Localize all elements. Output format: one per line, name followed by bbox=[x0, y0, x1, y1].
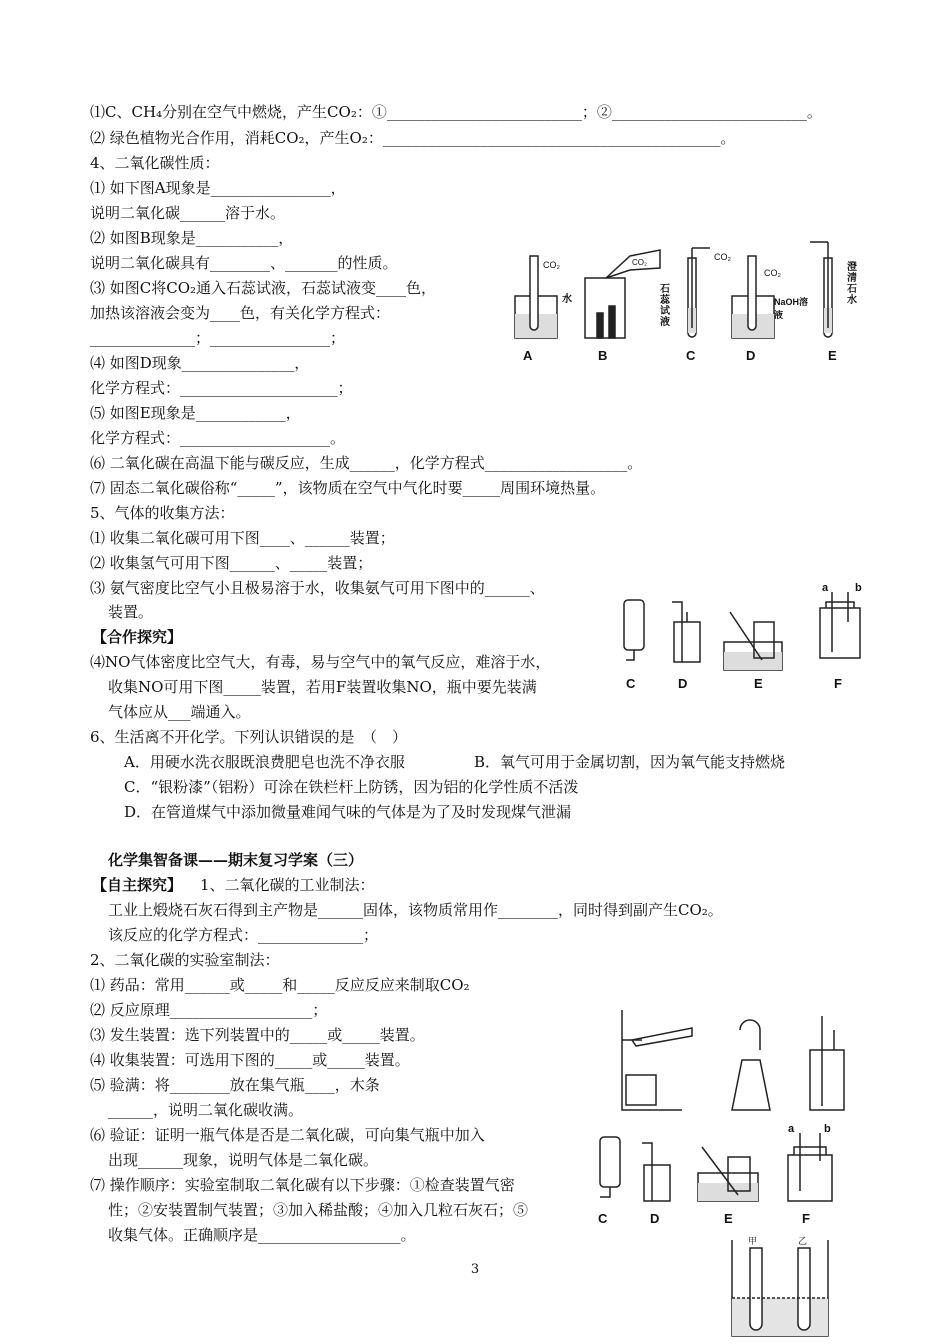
port-b: b bbox=[855, 582, 862, 594]
text-line: 装置。 bbox=[108, 603, 154, 621]
section-heading: 2、二氧化碳的实验室制法： bbox=[90, 951, 280, 969]
text-line: ⑹ 二氧化碳在高温下能与碳反应，生成______，化学方程式___________________。 bbox=[90, 454, 643, 472]
section-heading: 5、气体的收集方法： bbox=[90, 504, 235, 522]
text-line: 收集NO可用下图_____装置，若用F装置收集NO，瓶中要先装满 bbox=[108, 678, 537, 696]
text-line: 气体应从___端通入。 bbox=[108, 703, 251, 721]
co2-experiments-figure bbox=[510, 238, 870, 368]
annotation: CO₂ bbox=[714, 252, 731, 262]
text-line: ______________；________________； bbox=[90, 329, 346, 347]
text-line: ⑴C、CH₄分别在空气中燃烧，产生CO₂：①__________________________；②__________________________。 bbox=[90, 103, 822, 121]
text-line: ⑴ 收集二氧化碳可用下图____、______装置； bbox=[90, 529, 395, 547]
text-line: ⑸ 验满：将________放在集气瓶____，木条 bbox=[90, 1076, 380, 1094]
text-line: ⑵ 如图B现象是___________， bbox=[90, 229, 294, 247]
section-heading: 1、二氧化碳的工业制法： bbox=[200, 876, 375, 894]
text-line: ⑴ 药品：常用______或_____和_____反应反应来制取CO₂ bbox=[90, 976, 470, 994]
figure-label-a: A bbox=[523, 348, 533, 363]
gas-generation-figure bbox=[612, 1000, 872, 1120]
annotation: CO₂ bbox=[543, 260, 560, 270]
page-title: 化学集智备课——期末复习学案（三） bbox=[108, 851, 364, 869]
annotation: 水 bbox=[562, 294, 572, 305]
annotation: 澄清石水 bbox=[847, 262, 857, 306]
option-c: C．“银粉漆”（铝粉）可涂在铁栏杆上防锈，因为铝的化学性质不活泼 bbox=[124, 778, 579, 796]
text-line: 性；②安装置制气装置；③加入稀盐酸；④加入几粒石灰石；⑤ bbox=[108, 1201, 529, 1219]
text-line: 工业上煅烧石灰石得到主产物是______固体，该物质常用作________，同时得到副产生CO₂。 bbox=[108, 901, 723, 919]
figure-label-e: E bbox=[724, 1211, 733, 1226]
text-line: ⑶ 氨气密度比空气小且极易溶于水，收集氨气可用下图中的______、 bbox=[90, 579, 545, 597]
option-a: A．用硬水洗衣服既浪费肥皂也洗不净衣服 bbox=[124, 753, 405, 771]
annotation: NaOH溶液 bbox=[774, 297, 809, 320]
figure-label-f: F bbox=[834, 676, 842, 691]
text-line: ⑸ 如图E现象是____________， bbox=[90, 404, 301, 422]
text-line: 该反应的化学方程式：______________； bbox=[108, 926, 379, 944]
option-b: B．氧气可用于金属切割，因为氧气能支持燃烧 bbox=[474, 753, 786, 771]
text-line: ⑵ 收集氢气可用下图______、_____装置； bbox=[90, 554, 373, 572]
figure-label-c: C bbox=[686, 348, 696, 363]
tube-label: 甲 bbox=[748, 1236, 758, 1246]
text-line: ______，说明二氧化碳收满。 bbox=[108, 1101, 304, 1119]
section-heading: 4、二氧化碳性质： bbox=[90, 154, 220, 172]
question: 6、生活离不开化学。下列认识错误的是 （ ） bbox=[90, 728, 408, 746]
annotation: 石蕊试液 bbox=[660, 284, 670, 328]
gas-collection-figure-2 bbox=[588, 1125, 853, 1225]
text-line: ⑹ 验证：证明一瓶气体是否是二氧化碳，可向集气瓶中加入 bbox=[90, 1126, 485, 1144]
page-number: 3 bbox=[470, 1262, 480, 1277]
figure-label-d: D bbox=[678, 676, 688, 691]
inverted-tubes-figure bbox=[728, 1234, 832, 1338]
text-line: 出现______现象，说明气体是二氧化碳。 bbox=[108, 1151, 379, 1169]
annotation: CO₂ bbox=[764, 268, 781, 278]
gas-collection-figure bbox=[612, 582, 872, 692]
text-line: ⑷ 如图D现象_______________， bbox=[90, 354, 310, 372]
option-d: D．在管道煤气中添加微量难闻气味的气体是为了及时发现煤气泄漏 bbox=[124, 803, 572, 821]
text-line: ⑵ 反应原理___________________； bbox=[90, 1001, 328, 1019]
text-line: 化学方程式：_____________________； bbox=[90, 379, 353, 397]
figure-label-c: C bbox=[626, 676, 636, 691]
tube-label: 乙 bbox=[798, 1236, 808, 1246]
figure-label-e: E bbox=[754, 676, 763, 691]
figure-label-b: B bbox=[598, 348, 608, 363]
text-line: 加热该溶液会变为____色，有关化学方程式： bbox=[90, 304, 391, 322]
text-line: 说明二氧化碳具有________、_______的性质。 bbox=[90, 254, 398, 272]
text-line: ⑴ 如下图A现象是________________， bbox=[90, 179, 346, 197]
port-b: b bbox=[824, 1123, 831, 1135]
text-line: 收集气体。正确顺序是___________________。 bbox=[108, 1226, 416, 1244]
figure-label-f: F bbox=[802, 1211, 810, 1226]
figure-label-d: D bbox=[746, 348, 756, 363]
figure-label-d: D bbox=[650, 1211, 660, 1226]
text-line: ⑷NO气体密度比空气大，有毒，易与空气中的氧气反应，难溶于水， bbox=[90, 653, 551, 671]
port-a: a bbox=[822, 582, 829, 594]
section-heading: 【合作探究】 bbox=[92, 628, 183, 646]
text-line: ⑵ 绿色植物光合作用，消耗CO₂，产生O₂：_____________________________________________。 bbox=[90, 129, 736, 147]
text-line: ⑷ 收集装置：可选用下图的_____或_____装置。 bbox=[90, 1051, 410, 1069]
text-line: ⑺ 操作顺序：实验室制取二氧化碳有以下步骤：①检查装置气密 bbox=[90, 1176, 515, 1194]
text-line: 化学方程式：____________________。 bbox=[90, 429, 346, 447]
section-heading: 【自主探究】 bbox=[92, 876, 183, 894]
text-line: 说明二氧化碳______溶于水。 bbox=[90, 204, 286, 222]
figure-label-c: C bbox=[598, 1211, 608, 1226]
text-line: ⑶ 如图C将CO₂通入石蕊试液，石蕊试液变____色， bbox=[90, 279, 437, 297]
port-a: a bbox=[788, 1123, 795, 1135]
text-line: ⑶ 发生装置：选下列装置中的_____或_____装置。 bbox=[90, 1026, 425, 1044]
annotation: CO₂ bbox=[632, 258, 648, 267]
figure-label-e: E bbox=[828, 348, 837, 363]
text-line: ⑺ 固态二氧化碳俗称“_____”，该物质在空气中气化时要_____周围环境热量。 bbox=[90, 479, 606, 497]
